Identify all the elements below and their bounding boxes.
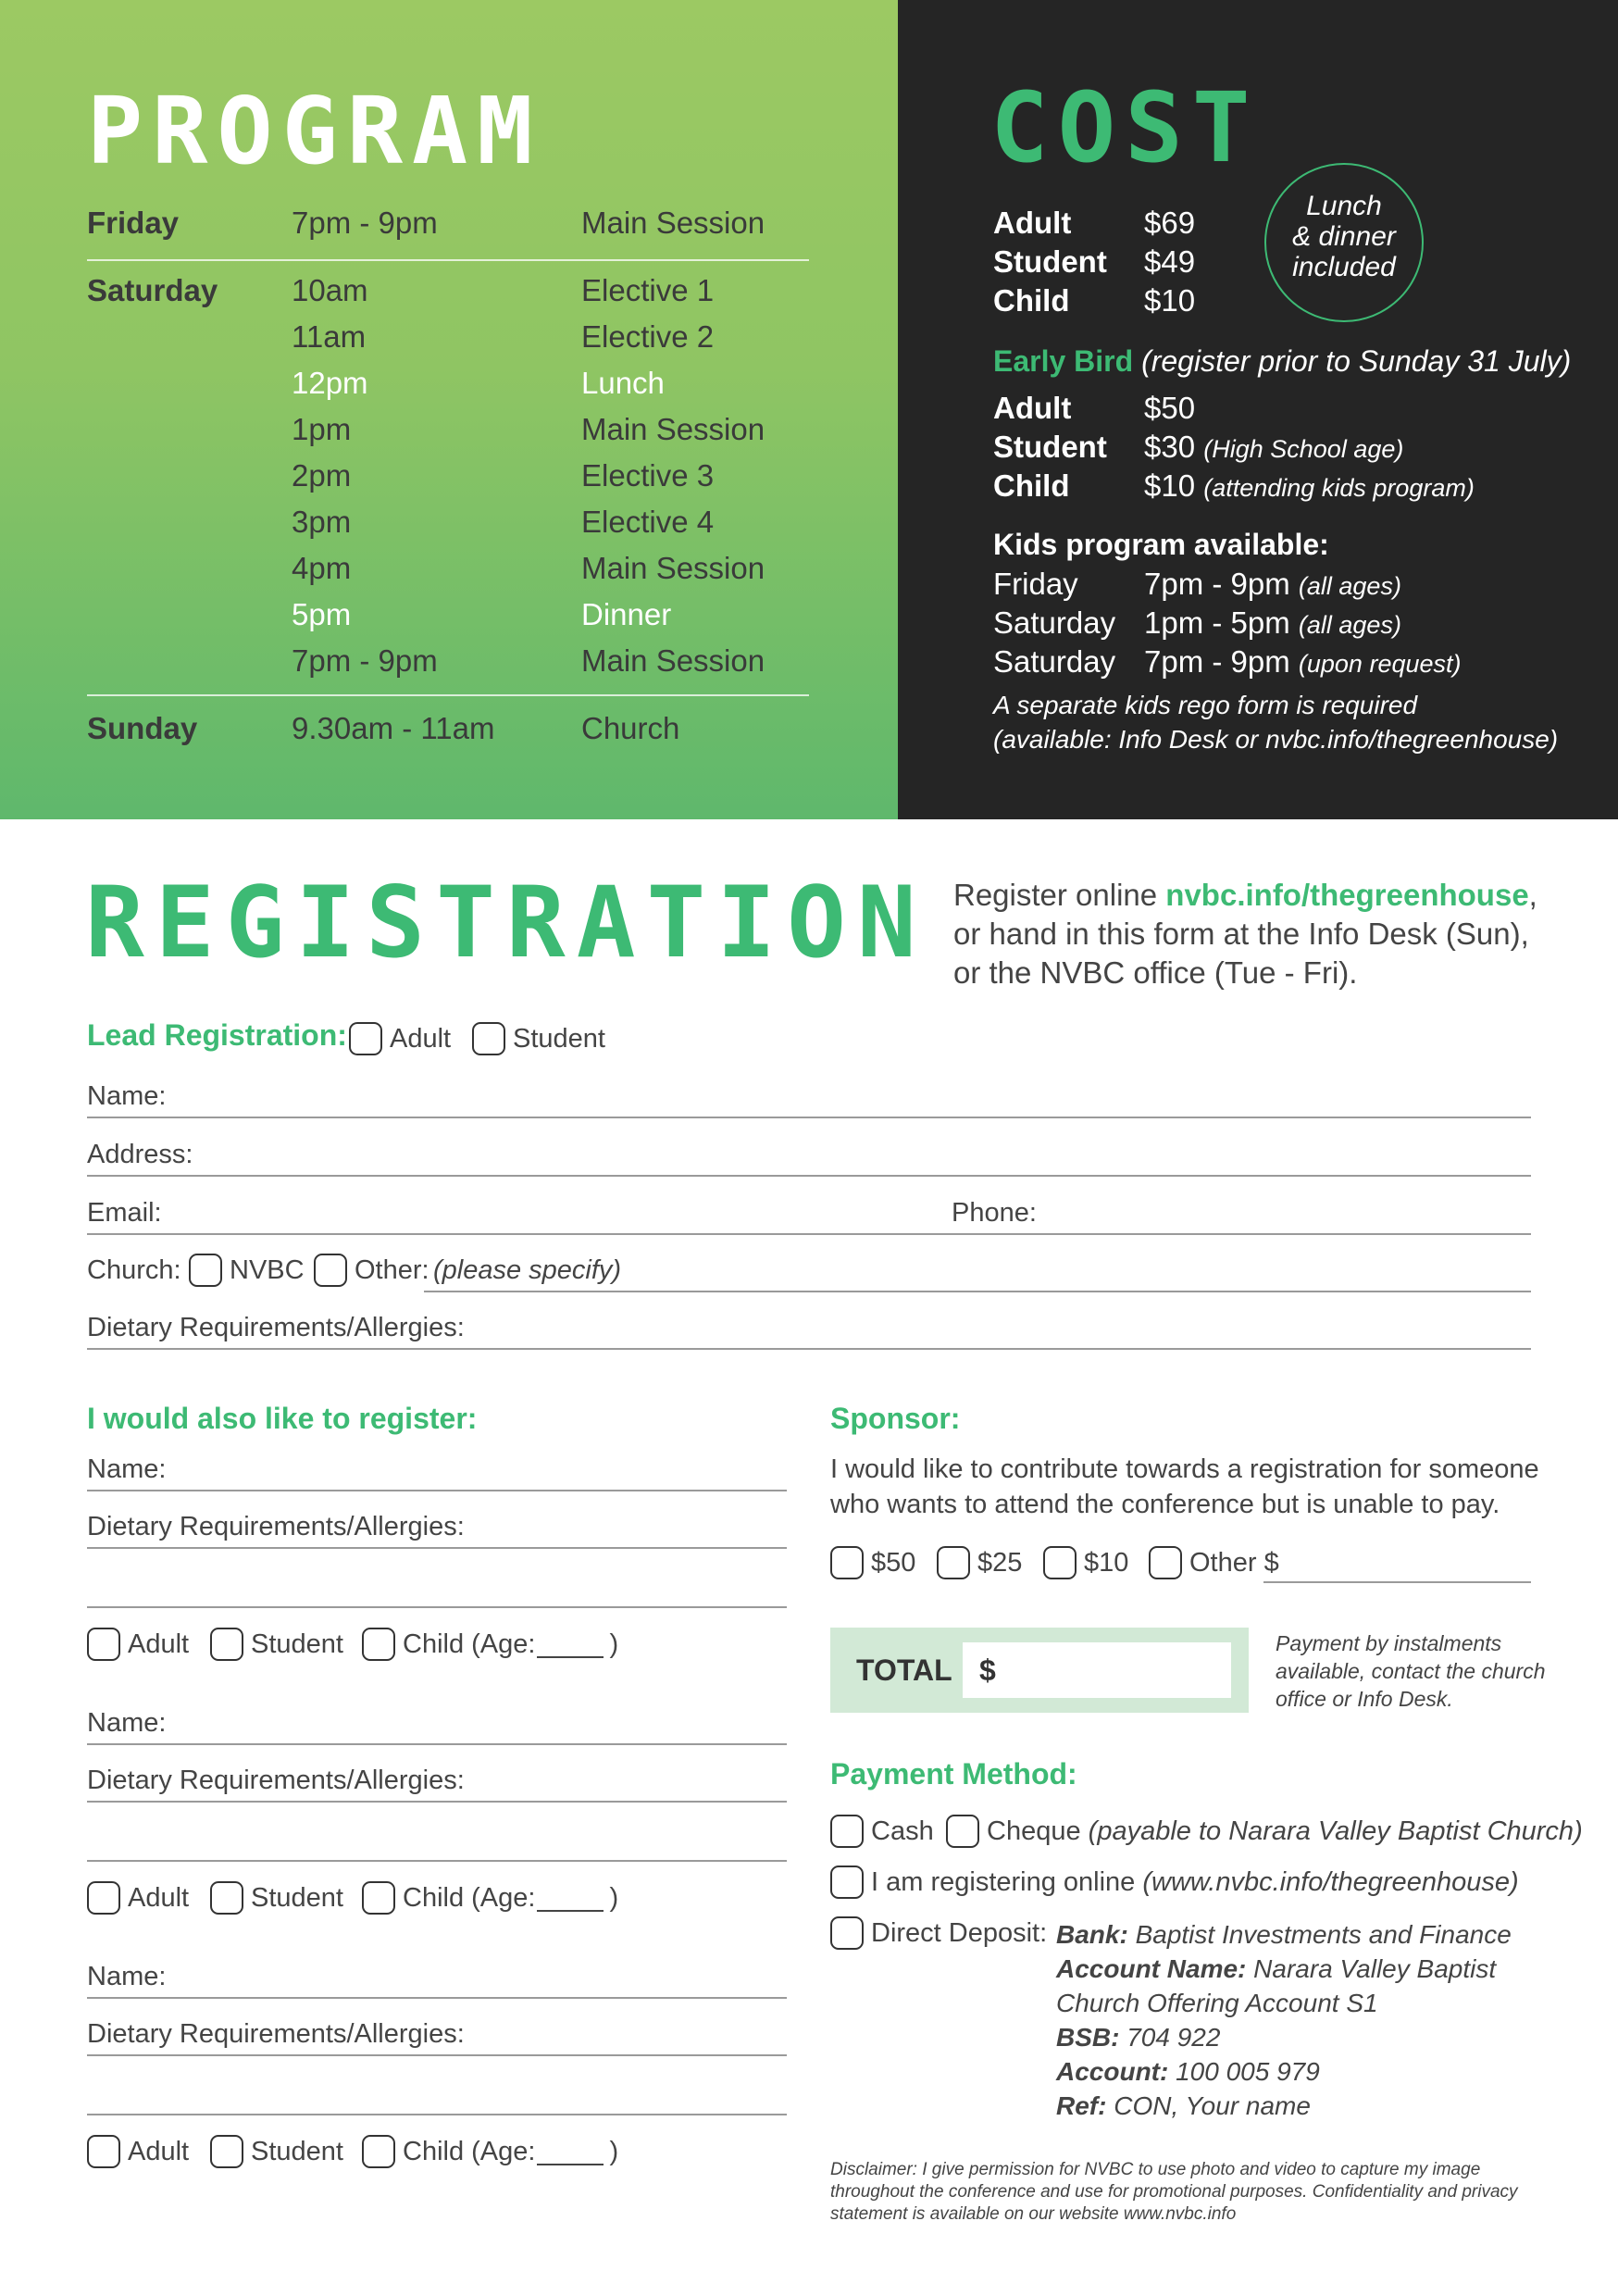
program-time: 7pm - 9pm <box>292 643 438 678</box>
program-day: Saturday <box>87 273 218 307</box>
church-other-field[interactable] <box>424 1252 1531 1292</box>
account-number-detail <box>1056 2057 1320 2087</box>
bsb-label: BSB: <box>1056 2023 1120 2052</box>
checkbox-label: $25 <box>977 1547 1023 1578</box>
checkbox-box[interactable] <box>1043 1546 1077 1579</box>
kids-day: Saturday <box>993 644 1116 679</box>
additional-dietary-field[interactable] <box>87 1508 787 1549</box>
price-note: (attending kids program) <box>1203 474 1475 502</box>
additional-name-field[interactable] <box>87 1704 787 1745</box>
intro-suffix: , <box>1528 878 1537 912</box>
registration-title: REGISTRATION <box>85 866 927 980</box>
lead-dietary-field[interactable] <box>87 1309 1531 1350</box>
checkbox-label: Cash <box>871 1816 934 1846</box>
church-label: Church: <box>87 1254 181 1285</box>
payment-cheque-checkbox[interactable] <box>946 1813 1583 1850</box>
account-name-value: Narara Valley Baptist <box>1253 1954 1497 1983</box>
checkbox-label: $50 <box>871 1547 916 1578</box>
additional-adult-checkbox[interactable] <box>87 1626 189 1663</box>
field-label: Address: <box>87 1140 193 1169</box>
payment-cash-checkbox[interactable] <box>830 1813 934 1850</box>
lead-email-field[interactable] <box>87 1194 1531 1235</box>
program-time: 5pm <box>292 597 352 631</box>
additional-child-checkbox[interactable] <box>362 1626 618 1663</box>
checkbox-label: Child (Age: <box>403 2136 536 2166</box>
kids-rego-note: A separate kids rego form is required <box>993 691 1418 719</box>
program-panel <box>0 0 898 819</box>
checkbox-label: I am registering online <box>871 1866 1136 1897</box>
instalment-note: Payment by instalments available, contact the church office or Info Desk. <box>1276 1631 1546 1711</box>
kids-time <box>1144 567 1401 602</box>
price-value: $50 <box>1144 391 1196 425</box>
bank-value: Baptist Investments and Finance <box>1135 1920 1512 1949</box>
checkbox-box[interactable] <box>830 1815 864 1848</box>
church-nvbc-checkbox[interactable] <box>189 1252 305 1289</box>
checkbox-box[interactable] <box>937 1546 970 1579</box>
program-event: Elective 4 <box>581 505 715 539</box>
additional-adult-checkbox[interactable] <box>87 2133 189 2170</box>
cost-label: Student <box>993 430 1107 464</box>
checkbox-box[interactable] <box>1149 1546 1182 1579</box>
payment-online-checkbox[interactable] <box>830 1864 1519 1901</box>
checkbox-box[interactable] <box>349 1022 382 1055</box>
program-time: 9.30am - 11am <box>292 711 495 745</box>
additional-name-field[interactable] <box>87 1958 787 1999</box>
program-day: Sunday <box>87 711 198 745</box>
cost-price: $49 <box>1144 244 1196 279</box>
additional-student-checkbox[interactable] <box>210 1626 343 1663</box>
church-hint: (please specify) <box>433 1255 622 1285</box>
total-amount-field[interactable] <box>963 1642 1231 1698</box>
checkbox-box[interactable] <box>362 1628 395 1661</box>
time-value: 7pm - 9pm <box>1144 567 1290 601</box>
child-age-field[interactable] <box>537 1630 604 1658</box>
badge-line: Lunch <box>1306 191 1382 221</box>
program-time: 3pm <box>292 505 352 539</box>
program-event: Elective 3 <box>581 458 715 493</box>
price-note: (High School age) <box>1203 435 1404 463</box>
sponsor-25-checkbox[interactable] <box>937 1544 1022 1581</box>
program-time: 1pm <box>292 412 352 446</box>
checkbox-box[interactable] <box>87 1881 120 1915</box>
program-row <box>87 597 809 643</box>
field-label: Name: <box>87 1454 167 1484</box>
program-divider <box>87 259 809 261</box>
sponsor-heading: Sponsor: <box>830 1402 961 1435</box>
field-label: Dietary Requirements/Allergies: <box>87 1313 465 1342</box>
program-row <box>87 551 809 597</box>
checkbox-label: $10 <box>1084 1547 1129 1578</box>
checkbox-box[interactable] <box>362 2135 395 2168</box>
badge-line: & dinner <box>1292 221 1396 252</box>
additional-student-checkbox[interactable] <box>210 1879 343 1916</box>
program-event: Dinner <box>581 597 672 631</box>
badge-line: included <box>1292 252 1396 282</box>
kids-note: (upon request) <box>1298 650 1462 678</box>
program-time: 11am <box>292 319 367 354</box>
kids-day: Friday <box>993 567 1078 601</box>
additional-adult-checkbox[interactable] <box>87 1879 189 1916</box>
program-row <box>87 412 809 458</box>
cost-price <box>1144 468 1475 504</box>
lead-address-field[interactable] <box>87 1136 1531 1177</box>
checkbox-label: Student <box>251 1628 343 1659</box>
online-note: (www.nvbc.info/thegreenhouse) <box>1142 1866 1519 1897</box>
account-name-label: Account Name: <box>1056 1954 1247 1983</box>
total-label: TOTAL <box>856 1653 952 1687</box>
church-label-row <box>87 1252 181 1289</box>
total-box <box>830 1628 1249 1713</box>
lead-registration-heading: Lead Registration: <box>87 1018 347 1052</box>
sponsor-other-checkbox[interactable] <box>1149 1544 1279 1581</box>
field-label: Name: <box>87 1962 167 1991</box>
checkbox-box[interactable] <box>314 1254 347 1287</box>
disclaimer: Disclaimer: I give permission for NVBC to use photo and video to capture my image throughout the conference and use for promotional purposes. Confidentiality and privacy statement is available on our website www.nvbc.info <box>830 2160 1518 2224</box>
payment-deposit-checkbox[interactable] <box>830 1915 1047 1952</box>
checkbox-label: Adult <box>128 1628 190 1659</box>
program-event: Main Session <box>581 412 765 446</box>
cost-label: Adult <box>993 206 1072 240</box>
bank-detail <box>1056 1920 1512 1950</box>
kids-program-heading: Kids program available: <box>993 528 1329 561</box>
program-row <box>87 711 809 757</box>
lead-adult-checkbox[interactable] <box>349 1020 451 1057</box>
price-value: $10 <box>1144 468 1196 503</box>
intro-line: or the NVBC office (Tue - Fri). <box>953 955 1358 990</box>
early-bird-heading <box>993 344 1571 379</box>
sponsor-50-checkbox[interactable] <box>830 1544 915 1581</box>
email-label: Email: <box>87 1198 162 1228</box>
field-label: Dietary Requirements/Allergies: <box>87 2019 465 2049</box>
cheque-note: (payable to Narara Valley Baptist Church) <box>1088 1816 1583 1846</box>
checkbox-box[interactable] <box>946 1815 979 1848</box>
program-event: Lunch <box>581 366 665 400</box>
checkbox-label: Other: <box>355 1254 429 1285</box>
checkbox-label-close: ) <box>609 1628 619 1659</box>
time-value: 1pm - 5pm <box>1144 605 1290 640</box>
program-row <box>87 643 809 690</box>
program-event: Elective 2 <box>581 319 715 354</box>
account-name-detail-cont: Church Offering Account S1 <box>1056 1989 1378 2017</box>
checkbox-label: Other $ <box>1189 1547 1279 1578</box>
checkbox-label: Student <box>513 1023 605 1054</box>
bank-label: Bank: <box>1056 1920 1128 1949</box>
payment-method-heading: Payment Method: <box>830 1757 1077 1791</box>
program-row <box>87 273 809 319</box>
kids-note: (all ages) <box>1298 572 1401 600</box>
program-event: Elective 1 <box>581 273 715 307</box>
program-time: 2pm <box>292 458 352 493</box>
additional-dietary-line[interactable] <box>87 1860 787 1862</box>
cost-price <box>1144 391 1195 426</box>
cost-label: Child <box>993 283 1070 318</box>
lunch-dinner-badge <box>1264 163 1424 322</box>
lead-student-checkbox[interactable] <box>472 1020 605 1057</box>
program-row <box>87 505 809 551</box>
additional-student-checkbox[interactable] <box>210 2133 343 2170</box>
program-time: 4pm <box>292 551 352 585</box>
program-row <box>87 458 809 505</box>
checkbox-label: Direct Deposit: <box>871 1917 1048 1948</box>
checkbox-box[interactable] <box>210 2135 243 2168</box>
early-bird-note: (register prior to Sunday 31 July) <box>1141 344 1572 378</box>
intro-line: or hand in this form at the Info Desk (Sun), <box>953 917 1529 951</box>
program-event: Main Session <box>581 206 765 240</box>
checkbox-label: Adult <box>390 1023 452 1054</box>
field-label: Name: <box>87 1708 167 1738</box>
checkbox-box[interactable] <box>830 1916 864 1950</box>
program-time: 10am <box>292 273 368 307</box>
registration-intro <box>953 876 1601 992</box>
additional-dietary-field[interactable] <box>87 2015 787 2056</box>
church-other-checkbox[interactable] <box>314 1252 429 1289</box>
program-event: Main Session <box>581 643 765 678</box>
checkbox-box[interactable] <box>87 1628 120 1661</box>
cost-price <box>1144 430 1403 465</box>
additional-dietary-line[interactable] <box>87 2114 787 2115</box>
additional-registration-heading: I would also like to register: <box>87 1402 478 1435</box>
account-label: Account: <box>1056 2057 1169 2086</box>
checkbox-box[interactable] <box>210 1881 243 1915</box>
checkbox-label: NVBC <box>230 1254 305 1285</box>
kids-time <box>1144 644 1462 680</box>
program-row <box>87 319 809 366</box>
program-event: Church <box>581 711 680 745</box>
cost-price: $10 <box>1144 283 1196 318</box>
early-bird-label: Early Bird <box>993 344 1134 378</box>
checkbox-box[interactable] <box>830 1866 864 1899</box>
checkbox-label: Adult <box>128 2136 190 2166</box>
kids-day: Saturday <box>993 605 1116 640</box>
additional-name-field[interactable] <box>87 1451 787 1491</box>
price-value: $30 <box>1144 430 1196 464</box>
checkbox-label: Child (Age: <box>403 1628 536 1659</box>
bsb-value: 704 922 <box>1126 2023 1221 2052</box>
checkbox-box[interactable] <box>87 2135 120 2168</box>
register-online-link[interactable]: nvbc.info/thegreenhouse <box>1165 878 1529 912</box>
checkbox-box[interactable] <box>362 1881 395 1915</box>
additional-dietary-field[interactable] <box>87 1762 787 1803</box>
sponsor-other-amount-field[interactable] <box>1263 1581 1531 1583</box>
cost-price: $69 <box>1144 206 1196 240</box>
program-title: PROGRAM <box>87 77 542 185</box>
cost-label: Student <box>993 244 1107 279</box>
checkbox-label-close: ) <box>609 1882 619 1913</box>
child-age-field[interactable] <box>537 1884 604 1912</box>
program-event: Main Session <box>581 551 765 585</box>
cost-title: COST <box>990 71 1260 184</box>
sponsor-text: I would like to contribute towards a registration for someone who wants to attend the conference but is unable to pay. <box>830 1454 1539 1519</box>
checkbox-label: Cheque <box>987 1816 1081 1846</box>
account-name-detail <box>1056 1954 1496 1984</box>
program-time: 12pm <box>292 366 368 400</box>
field-label: Dietary Requirements/Allergies: <box>87 1766 465 1795</box>
reference-detail <box>1056 2091 1311 2121</box>
checkbox-box[interactable] <box>472 1022 505 1055</box>
field-label: Dietary Requirements/Allergies: <box>87 1512 465 1541</box>
checkbox-label: Child (Age: <box>403 1882 536 1913</box>
ref-label: Ref: <box>1056 2091 1107 2120</box>
child-age-field[interactable] <box>537 2138 604 2165</box>
cost-label: Adult <box>993 391 1072 425</box>
lead-name-field[interactable] <box>87 1078 1531 1118</box>
additional-dietary-line[interactable] <box>87 1606 787 1608</box>
program-divider <box>87 694 809 696</box>
program-row <box>87 206 809 252</box>
phone-label: Phone: <box>952 1198 1037 1228</box>
kids-rego-availability: (available: Info Desk or nvbc.info/thegreenhouse) <box>993 725 1559 754</box>
kids-time <box>1144 605 1401 641</box>
cost-label: Child <box>993 468 1070 503</box>
additional-child-checkbox[interactable] <box>362 2133 618 2170</box>
program-day: Friday <box>87 206 180 240</box>
sponsor-10-checkbox[interactable] <box>1043 1544 1128 1581</box>
field-label: Name: <box>87 1081 167 1111</box>
program-row <box>87 366 809 412</box>
ref-value: CON, Your name <box>1114 2091 1311 2120</box>
checkbox-label: Adult <box>128 1882 190 1913</box>
bsb-detail <box>1056 2023 1220 2053</box>
additional-child-checkbox[interactable] <box>362 1879 618 1916</box>
program-time: 7pm - 9pm <box>292 206 438 240</box>
checkbox-box[interactable] <box>830 1546 864 1579</box>
checkbox-label: Student <box>251 1882 343 1913</box>
checkbox-box[interactable] <box>189 1254 222 1287</box>
kids-note: (all ages) <box>1298 611 1401 639</box>
checkbox-box[interactable] <box>210 1628 243 1661</box>
intro-prefix: Register online <box>953 878 1166 912</box>
time-value: 7pm - 9pm <box>1144 644 1290 679</box>
total-currency: $ <box>979 1653 996 1687</box>
checkbox-label: Student <box>251 2136 343 2166</box>
checkbox-label-close: ) <box>609 2136 619 2166</box>
account-value: 100 005 979 <box>1176 2057 1320 2086</box>
